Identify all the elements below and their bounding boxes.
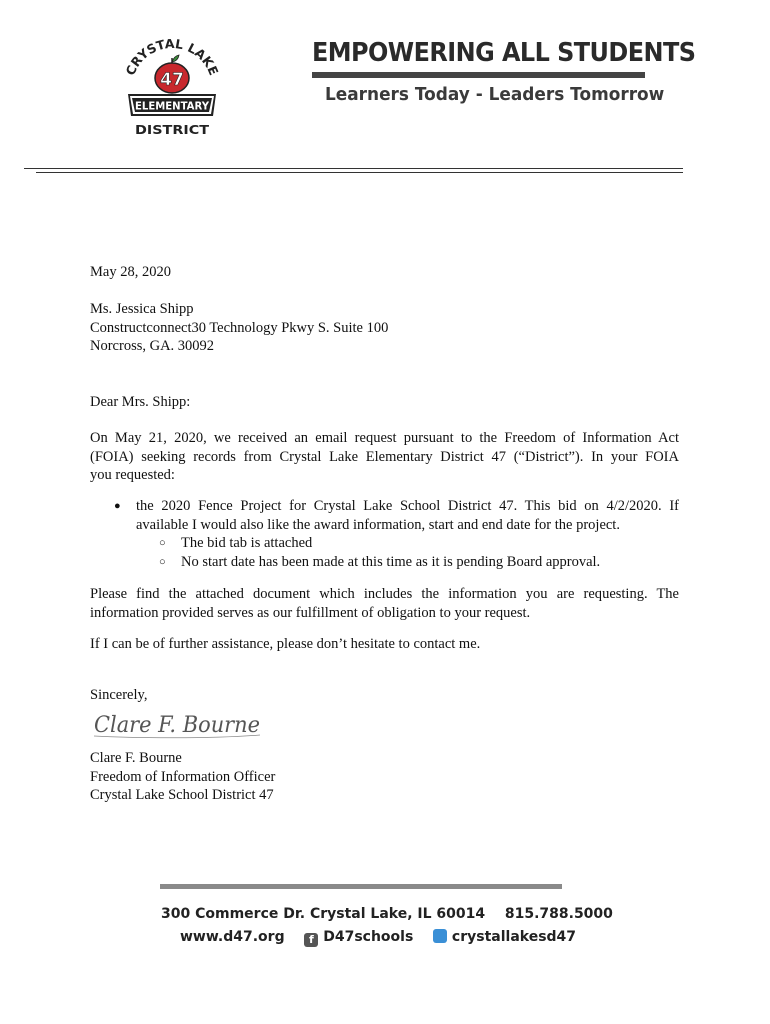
logo-bottom-text: DISTRICT	[135, 123, 210, 137]
logo-number: 47	[160, 70, 184, 90]
further-assistance: If I can be of further assistance, please don’t hesitate to contact me.	[90, 636, 481, 652]
response-paragraph	[90, 585, 679, 622]
signature	[92, 706, 264, 742]
recipient-address-line2: Norcross, GA. 30092	[90, 338, 215, 354]
footer-rule	[160, 884, 562, 889]
footer-website[interactable]: www.d47.org	[180, 929, 285, 945]
circle-bullet-icon: ○	[159, 537, 166, 549]
request-bullet-line-1: the 2020 Fence Project for Crystal Lake School District 47. This bid on 4/2/2020. If	[136, 498, 679, 514]
request-bullet	[136, 497, 679, 534]
footer-contact-line	[180, 929, 576, 947]
signer-organization: Crystal Lake School District 47	[90, 787, 274, 803]
header-subtitle: Learners Today - Leaders Tomorrow	[325, 84, 665, 105]
intro-line-3: you requested:	[90, 467, 175, 483]
footer-facebook[interactable]: D47schools	[323, 929, 414, 945]
bullet-icon: ●	[114, 500, 121, 512]
footer-phone: 815.788.5000	[504, 906, 613, 922]
footer-twitter[interactable]: crystallakesd47	[451, 929, 577, 945]
signature-script: Clare F. Bourne	[94, 713, 260, 738]
header-rule	[312, 72, 645, 78]
footer-address-line	[161, 906, 613, 922]
logo-arc-text: CRYSTAL LAKE	[122, 38, 222, 78]
logo-banner-text: ELEMENTARY	[135, 99, 210, 113]
sub-bullet-1: The bid tab is attached	[181, 535, 313, 551]
recipient-address-line1: Constructconnect30 Technology Pkwy S. Suite 100	[90, 319, 389, 336]
intro-line-1: On May 21, 2020, we received an email request pursuant to the Freedom of Information Act	[90, 430, 679, 446]
response-line-2: information provided serves as our fulfillment of obligation to your request.	[90, 604, 531, 621]
intro-paragraph	[90, 429, 679, 485]
salutation: Dear Mrs. Shipp:	[90, 394, 191, 410]
request-bullet-line-2: available I would also like the award information, start and end date for the project.	[136, 516, 620, 533]
header-divider	[24, 168, 683, 169]
intro-line-2: (FOIA) seeking records from Crystal Lake Elementary District 47 (“District”). In your FOIA	[90, 448, 679, 465]
footer-address: 300 Commerce Dr. Crystal Lake, IL 60014	[161, 906, 486, 922]
sub-bullet-2: No start date has been made at this time as it is pending Board approval.	[181, 553, 601, 570]
response-line-1: Please find the attached document which includes the information you are requesting. The	[90, 586, 679, 602]
twitter-icon[interactable]	[433, 929, 447, 943]
letter-date: May 28, 2020	[90, 264, 171, 280]
closing: Sincerely,	[90, 687, 148, 703]
district-logo	[118, 38, 226, 142]
signer-name: Clare F. Bourne	[90, 750, 182, 766]
recipient-name: Ms. Jessica Shipp	[90, 301, 194, 317]
facebook-icon[interactable]: f	[304, 933, 318, 947]
header-title: EMPOWERING ALL STUDENTS	[312, 38, 696, 68]
circle-bullet-icon: ○	[159, 555, 166, 568]
signer-title: Freedom of Information Officer	[90, 768, 276, 785]
header-divider-second	[36, 172, 683, 173]
